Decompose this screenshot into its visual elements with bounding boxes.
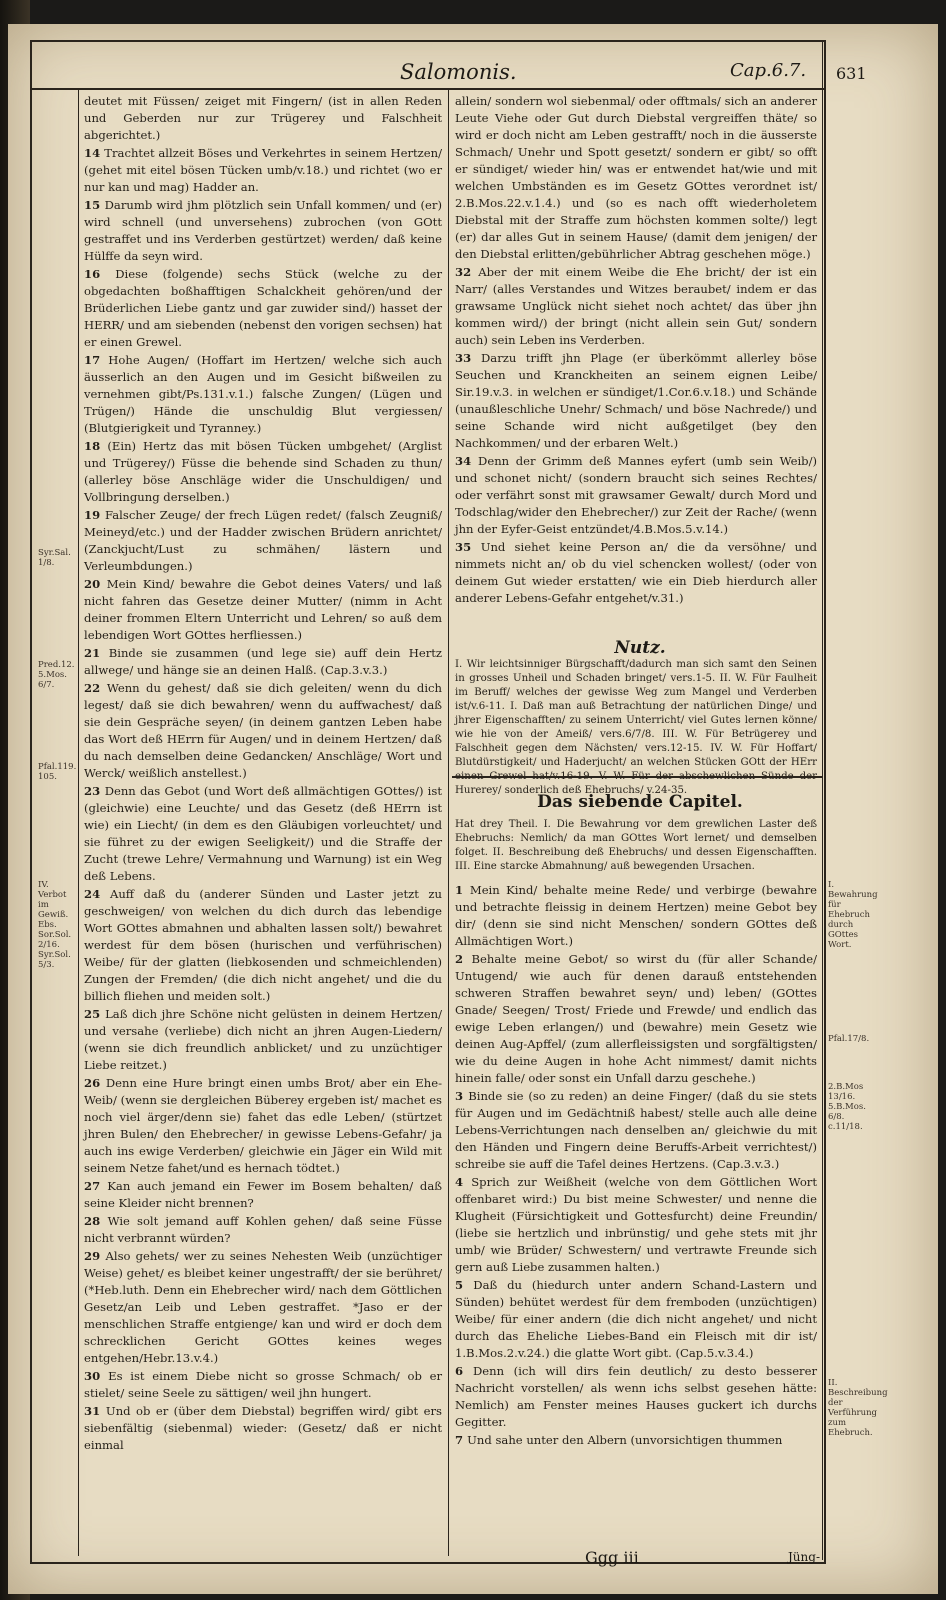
verse-paragraph [455, 1174, 817, 1276]
verse-text: Hohe Augen/ (Hoffart im Hertzen/ welche sich auch äusserlich an den Augen und im Gesicht bißweilen zu vernehmen gibt/Ps.131.v.1.) falsche Zungen/ (Lügen und Trügen/) Hände die unschuldig Blut vergiessen/ (Blutgierigkeit und Tyranney.) [84, 353, 443, 435]
verse-number: 34 [455, 454, 479, 468]
verse-text: allein/ sondern wol siebenmal/ oder offtmals/ sich an anderer Leute Viehe oder Gut durch Diebstal vergreiffen thäte/ so wird er doch nicht am Leben gestrafft/ noch in die äusserste Schmach/ Unehr und Spott gesetzt/ sondern er gibt/ so offt er sündiget/ wieder hin/ was er entwendet hat/wie und mit welchen Umbständen es im Gesetz GOttes verordnet ist/ 2.B.Mos.22.v.1.4.) und (so es nach offt wiederholetem Diebstal mit der Straffe zum höchsten kommen solte/) legt (er) dar alles Gut in seinem Hause/ (damit dem jenigen/ der den Diebstal erlitten/gebührlicher Abtrag geschehen möge.) [455, 94, 817, 261]
verse-number: 29 [84, 1249, 106, 1263]
verse-text: Auff daß du (anderer Sünden und Laster jetzt zu geschweigen/ von welchen du dich durch das lebendige Wort GOttes abmahnen und abhalten lassen solt/) bewahret werdest für dem bösen (hurischen und verführischen) Weibe/ für der glatten (liebkosenden und schmeichlenden) Zungen der Fremden/ (die dich nicht angehet/ und die du billich fliehen und meiden solt.) [84, 887, 443, 1003]
right-margin-line [822, 40, 823, 1560]
verse-number: 3 [455, 1089, 469, 1103]
verse-number: 2 [455, 952, 472, 966]
margin-note-right-1: I. Bewahrung für Ehebruch durch GOttes Wort. [828, 880, 878, 950]
verse-number: 23 [84, 784, 105, 798]
verse-number: 27 [84, 1179, 108, 1193]
verse-text: Kan auch jemand ein Fewer im Bosem behalten/ daß seine Kleider nicht brennen? [84, 1179, 443, 1210]
verse-text: Denn (ich will dirs fein deutlich/ zu desto besserer Nachricht vorstellen/ als wenn ichs selbst gesehen hätte: Nemlich) am Fenster meines Hauses guckert ich durchs Gegitter. [455, 1364, 817, 1429]
margin-note-right-4: II. Beschreibung der Verführung zum Ehebruch. [828, 1378, 888, 1438]
verse-paragraph [84, 266, 442, 351]
verse-text: Denn eine Hure bringt einen umbs Brot/ aber ein Ehe-Weib/ (wenn sie dergleichen Büberey ergeben ist/ machet es noch viel ärger/denn sie) fahet das edle Leben/ (stürtzet jhren Bulen/ den Ehebrecher/ in gewisse Lebens-Gefahr/ ja auch ins ewige Verderben/ gleichwie ein Jäger ein Wild mit seinem Netze fahet/und es hernach tödtet.) [84, 1076, 442, 1175]
verse-text: Diese (folgende) sechs Stück (welche zu der obgedachten boßhafftigen Schalckheit gehören/und der Brüderlichen Liebe gantz und gar zuwider sind/) hasset der HERR/ und am siebenden (nebenst den vorigen sechsen) hat er einen Grewel. [84, 267, 442, 349]
verse-text: Trachtet allzeit Böses und Verkehrtes in seinem Hertzen/ (gehet mit eitel bösen Tücken umb/v.18.) und richtet (wo er nur kan und mag) Hadder an. [84, 146, 443, 194]
verse-number: 24 [84, 887, 110, 901]
left-text-column [84, 93, 442, 1548]
verse-number: 4 [455, 1175, 472, 1189]
verse-text: Mein Kind/ behalte meine Rede/ und verbirge (bewahre und betrachte fleissig in deinem Hertzen) meine Gebot bey dir/ (denn sie sind nicht Menschen/ sondern GOttes deß Allmächtigen Wort.) [455, 883, 818, 948]
verse-paragraph [455, 539, 817, 607]
verse-paragraph [84, 645, 442, 679]
signature-mark: Ggg iii [585, 1548, 639, 1567]
verse-text: Denn das Gebot (und Wort deß allmächtigen GOttes/) ist (gleichwie) eine Leuchte/ und das Gesetz (deß HErrn ist wie) ein Liecht/ (in dem es den Gläubigen vorleuchtet/ und sie führet zu der ewigen Seeligkeit/) und die Straffe der Zucht (trewe Lehre/ Vermahnung und Warnung) ist ein Weg deß Lebens. [84, 784, 442, 883]
verse-paragraph [84, 1075, 442, 1177]
verse-text: Denn der Grimm deß Mannes eyfert (umb sein Weib/) und schonet nicht/ (sondern braucht sich seines Rechtes/ oder verfährt sonst mit grawsamer Gewalt/ durch Mord und Todschlag/wider den Ehebrecher/) zur Zeit der Rache/ (wenn jhn der Eyfer-Geist entzündet/4.B.Mos.5.v.14.) [455, 454, 818, 536]
header-rule [30, 88, 826, 90]
verse-number: 20 [84, 577, 107, 591]
verse-paragraph [455, 453, 817, 538]
verse-paragraph [84, 1403, 442, 1454]
verse-paragraph [84, 1006, 442, 1074]
margin-note-right-3: 2.B.Mos 13/16. 5.B.Mos. 6/8. c.11/18. [828, 1082, 866, 1132]
verse-paragraph [455, 350, 817, 452]
verse-paragraph [455, 951, 817, 1087]
verse-text: Wie solt jemand auff Kohlen gehen/ daß seine Füsse nicht verbrannt würden? [84, 1214, 442, 1245]
verse-paragraph [455, 1363, 817, 1431]
verse-number: 25 [84, 1007, 106, 1021]
nutz-text: I. Wir leichtsinniger Bürgschafft/dadurch man sich samt den Seinen in grosses Unheil und Schaden bringet/ vers.1-5. II. W. Für Faulheit im Beruff/ welches der gewisse Weg zum Mangel und Verderben ist/v.6-11. I. Daß man auß Betrachtung der natürlichen Dinge/ und jhrer Eigenschafften/ zu seinem Unterricht/ viel Gutes lernen könne/ wie hie von der Ameiß/ vers.6/7/8. III. W. Für Betrügerey und Falschheit gegen dem Nächsten/ vers.12-15. IV. W. Für Hoffart/ Blutdürstigkeit/ und Haderjucht/ an welchen Stücken GOtt der HErr einen Grewel hat/v.16-19. V. W. Für der abschewlichen Sünde der Hurerey/ sonderlich deß Ehebruchs/ v.24-35. [455, 659, 817, 796]
verse-number: 15 [84, 198, 105, 212]
verse-number: 5 [455, 1278, 474, 1292]
margin-note-left-4: IV. Verbot im Gewiß. Ebs. Sor.Sol. 2/16. Syr.Sol. 5/3. [38, 880, 72, 970]
verse-text: Darumb wird jhm plötzlich sein Unfall kommen/ und (er) wird schnell (und unversehens) zubrochen (von GOtt gestraffet und ins Verderben gestürtzet) werden/ daß keine Hülffe da seyn wird. [84, 198, 442, 263]
verse-number: 31 [84, 1404, 106, 1418]
verse-number: 21 [84, 646, 109, 660]
verse-paragraph [84, 507, 442, 575]
verse-text: Falscher Zeuge/ der frech Lügen redet/ (falsch Zeugniß/ Meineyd/etc.) und der Hadder zwischen Brüdern anrichtet/ (Zanckjucht/Lust zu schmähen/ lästern und Verleumbdungen.) [84, 508, 443, 573]
verse-paragraph [455, 1277, 817, 1362]
verse-text: Es ist einem Diebe nicht so grosse Schmach/ ob er stielet/ seine Seele zu sättigen/ weil jhn hungert. [84, 1369, 443, 1400]
verse-number: 6 [455, 1364, 473, 1378]
verse-paragraph [84, 783, 442, 885]
verse-number: 1 [455, 883, 470, 897]
verse-number: 28 [84, 1214, 108, 1228]
verse-number: 26 [84, 1076, 106, 1090]
verse-text: Und siehet keine Person an/ die da versöhne/ und nimmets nicht an/ ob du viel schencken wollest/ (oder von deinem Gut wieder erstatten/ wie ein Dieb hierdurch aller anderer Lebens-Gefahr entgehet/v.31.) [455, 540, 817, 605]
verse-paragraph [84, 93, 442, 144]
verse-paragraph [84, 886, 442, 1005]
verse-text: Sprich zur Weißheit (welche von dem Göttlichen Wort offenbaret wird:) Du bist meine Schwester/ und nenne die Klugheit (Fürsichtigkeit und Gottesfurcht) deine Freundin/ (liebe sie hertzlich und inbrünstig/ und gehe stets mit jhr umb/ wie Brüder/ Schwestern/ und vertrawte Freunde sich gern auß Liebe zusammen halten.) [455, 1175, 817, 1274]
verse-text: Darzu trifft jhn Plage (er überkömmt allerley böse Seuchen und Kranckheiten an seinem eignen Leibe/ Sir.19.v.3. in welchen er sündiget/1.Cor.6.v.18.) und Schände (unaußleschliche Unehr/ Schmach/ und böse Nachrede/) und seine Schande wird nicht außgetilget (bey den Nachkommen/ und der erbaren Welt.) [455, 351, 817, 450]
margin-note-left-1: Syr.Sal. 1/8. [38, 548, 71, 568]
verse-number: 14 [84, 146, 105, 160]
catchword: Jüng- [788, 1550, 821, 1564]
verse-text: Also gehets/ wer zu seines Nehesten Weib (unzüchtiger Weise) gehet/ es bleibet keiner ungestrafft/ der sie berühret/ (*Heb.luth. Denn ein Ehebrecher wird/ nach dem Göttlichen Gesetz/an Leib und Leben gestraffet. *Jaso er der menschlichen Straffe entgienge/ kan und wird er doch dem schrecklichen Gericht GOttes keines weges entgehen/Hebr.13.v.4.) [84, 1249, 442, 1365]
verse-paragraph [84, 438, 442, 506]
verse-paragraph [455, 93, 817, 263]
verse-paragraph [84, 680, 442, 782]
verse-paragraph [455, 882, 817, 950]
verse-text: Behalte meine Gebot/ so wirst du (für aller Schande/ Untugend/ wie auch für denen darauß entstehenden schweren Straffen bewahret seyn/ und) leben/ (GOttes Gnade/ Seegen/ Trost/ Friede und Frewde/ und endlich das ewige Leben erlangen/) und (bewahre) mein Gesetz wie deinen Aug-Apffel/ (zum allerfleissigsten und sorgfältigsten/ wie du deine Augen in hohe Acht nimmest/ damit nichts hinein falle/ oder sonst ein Unfall darzu geschehe.) [455, 952, 817, 1085]
verse-paragraph [455, 264, 817, 349]
page-number: 631 [836, 64, 867, 83]
verse-number: 32 [455, 265, 479, 279]
verse-number: 17 [84, 353, 109, 367]
verse-number: 7 [455, 1433, 468, 1447]
verse-paragraph [84, 197, 442, 265]
verse-text: (Ein) Hertz das mit bösen Tücken umbgehet/ (Arglist und Trügerey/) Füsse die behende sind Schaden zu thun/ (allerley böse Anschläge wider die Unschuldigen/ und Vollbringung derselben.) [84, 439, 442, 504]
verse-number: 16 [84, 267, 116, 281]
verse-paragraph [455, 1432, 817, 1449]
verse-text: Aber der mit einem Weibe die Ehe bricht/ der ist ein Narr/ (alles Verstandes und Witzes beraubet/ indem er das grawsame Unglück nicht siehet noch achtet/ das über jhn kommen wird/) der bringt (nicht allein sein Gut/ sondern auch) sein Leben ins Verderben. [455, 265, 818, 347]
verse-text: Laß dich jhre Schöne nicht gelüsten in deinem Hertzen/ und versahe (verliebe) dich nicht an jhren Augen-Liedern/ (wenn sie dich freundlich anblicket/ und zu unzüchtiger Liebe reitzet.) [84, 1007, 443, 1072]
column-divider [448, 88, 449, 1556]
verse-paragraph [84, 1213, 442, 1247]
chapter7-text [455, 882, 817, 1550]
verse-text: Binde sie zusammen (und lege sie) auff dein Hertz allwege/ und hänge sie an deinen Halß. (Cap.3.v.3.) [84, 646, 443, 677]
verse-paragraph [84, 576, 442, 644]
chapter-reference: Cap.6.7. [730, 60, 807, 81]
chapter-summary: Hat drey Theil. I. Die Bewahrung vor dem grewlichen Laster deß Ehebruchs: Nemlich/ da man GOttes Wort lernet/ und demselben folget. II. Beschreibung deß Ehebruchs/ und dessen Eigenschafften. III. Eine starcke Abmahnung/ auß bewegenden Ursachen. [455, 819, 817, 872]
verse-number: 35 [455, 540, 481, 554]
verse-text: Wenn du gehest/ daß sie dich geleiten/ wenn du dich legest/ daß sie dich bewahren/ wenn du auffwachest/ daß sie dein Gespräche seyen/ (in deinem gantzen Leben habe das Wort deß HErrn für Augen/ und in deinem Hertzen/ daß du nach demselben deine Gedancken/ Anschläge/ Wort und Werck/ weißlich anstellest.) [84, 681, 442, 780]
margin-note-left-2: Pred.12. 5.Mos. 6/7. [38, 660, 75, 690]
verse-number: 33 [455, 351, 482, 365]
left-margin-line [78, 88, 79, 1556]
section-rule [452, 776, 822, 778]
verse-text: Und sahe unter den Albern (unvorsichtigen thummen [467, 1433, 783, 1447]
verse-text: Und ob er (über dem Diebstal) begriffen wird/ gibt ers siebenfältig (siebenmal) wieder: (Gesetz/ daß er nicht einmal [84, 1404, 442, 1452]
verse-text: Daß du (hiedurch unter andern Schand-Lastern und Sünden) behütet werdest für dem fremboden (unzüchtigen) Weibe/ für einer andern (die dich nicht angehet/ und nicht durch das Eheliche Liebes-Band ein Fleisch mit dir ist/ 1.B.Mos.2.v.24.) die glatte Wort gibt. (Cap.5.v.3.4.) [455, 1278, 818, 1360]
verse-text: deutet mit Füssen/ zeiget mit Fingern/ (ist in allen Reden und Geberden nur zur Trügerey und Falschheit abgerichtet.) [84, 94, 442, 142]
verse-text: Binde sie (so zu reden) an deine Finger/ (daß du sie stets für Augen und im Gedächtniß habest/ stelle auch alle deine Lebens-Verrichtungen nach denselben an/ gleichwie du mit den Händen und Fingern deine Beruffs-Arbeit verrichtest/) schreibe sie auff die Tafel deines Hertzens. (Cap.3.v.3.) [455, 1089, 817, 1171]
chapter-title: Das siebende Capitel. [537, 792, 743, 812]
verse-paragraph [84, 352, 442, 437]
verse-text: Mein Kind/ bewahre die Gebot deines Vaters/ und laß nicht fahren das Gesetze deiner Mutter/ (nimm in Acht deiner frommen Eltern Unterricht und Lehren/ so auß dem lebendigen Wort GOttes herfliessen.) [84, 577, 443, 642]
verse-paragraph [84, 1368, 442, 1402]
verse-number: 30 [84, 1369, 109, 1383]
right-text-column-top [455, 93, 817, 633]
nutz-heading: Nutz. [614, 638, 666, 658]
verse-paragraph [84, 145, 442, 196]
verse-paragraph [455, 1088, 817, 1173]
running-title: Salomonis. [400, 60, 517, 84]
verse-number: 19 [84, 508, 106, 522]
verse-number: 18 [84, 439, 108, 453]
verse-number: 22 [84, 681, 107, 695]
margin-note-right-2: Pfal.17/8. [828, 1034, 870, 1044]
verse-paragraph [84, 1248, 442, 1367]
verse-paragraph [84, 1178, 442, 1212]
margin-note-left-3: Pfal.119. 105. [38, 762, 77, 782]
